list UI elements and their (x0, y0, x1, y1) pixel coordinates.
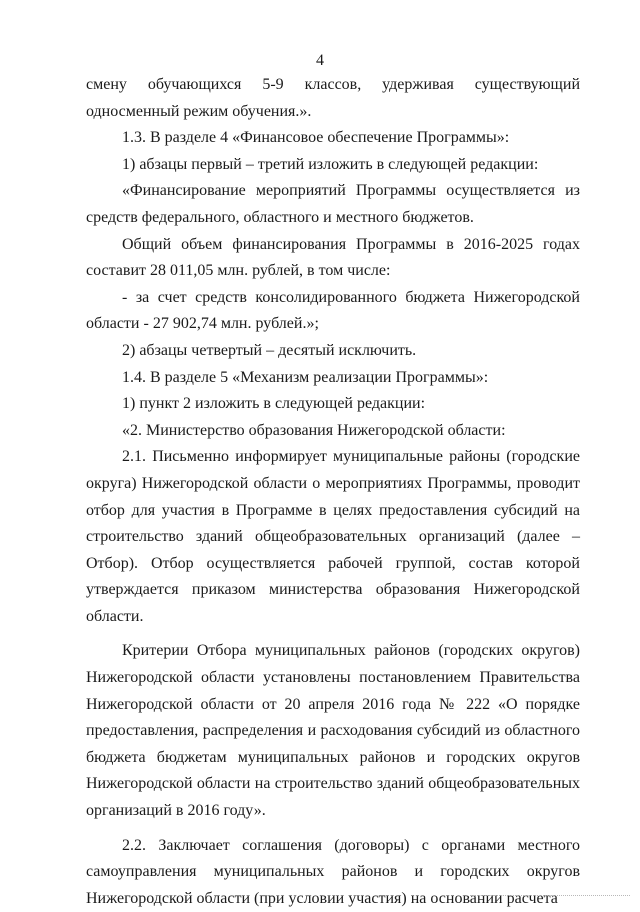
paragraph-continuation: смену обучающихся 5-9 классов, удерживая существующий односменный режим обучения.». (86, 76, 580, 120)
paragraph-section-1-3: 1.3. В разделе 4 «Финансовое обеспечение Программы»: (122, 129, 510, 147)
paragraph-point-2: 1) пункт 2 изложить в следующей редакции: (122, 395, 426, 413)
page-number: 4 (316, 52, 324, 69)
paragraph-item-2: 2) абзацы четвертый – десятый исключить. (122, 341, 417, 359)
paragraph-criteria: Критерии Отбора муниципальных районов (городских округов) Нижегородской области установлены постановлением Правительства Нижегородской области от 20 апреля 2016 года № 222 «О порядке предоставления, распределения и расходования субсидий из областного бюджета бюджетам муниципальных районов и городских округов Нижегородской области на строительство зданий общеобразовательных организаций в 2016 году». (86, 642, 580, 820)
paragraph-item-1: 1) абзацы первый – третий изложить в следующей редакции: (122, 155, 539, 173)
paragraph-financing: «Финансирование мероприятий Программы осуществляется из средств федерального, областного и местного бюджетов. (86, 182, 580, 226)
paragraph-2-2: 2.2. Заключает соглашения (договоры) с органами местного самоуправления муниципальных районов и городских округов Нижегородской области (при условии участия) на основании расчета (86, 836, 580, 907)
paragraph-2-1: 2.1. Письменно информирует муниципальные районы (городские округа) Нижегородской области о мероприятиях Программы, проводит отбор для участия в Программе в целях предоставления субсидий на строительство зданий общеобразовательных организаций (далее – Отбор). Отбор осуществляется рабочей группой, состав которой утверждается приказом министерства образования Нижегородской области. (86, 448, 580, 625)
paragraph-total-volume: Общий объем финансирования Программы в 2016-2025 годах составит 28 011,05 млн. рублей, в том числе: (86, 235, 580, 280)
paragraph-section-1-4: 1.4. В разделе 5 «Механизм реализации Программы»: (122, 368, 489, 386)
paragraph-consolidated-budget: - за счет средств консолидированного бюджета Нижегородской области - 27 902,74 млн. рублей.»; (86, 288, 580, 333)
paragraph-ministry: «2. Министерство образования Нижегородской области: (122, 421, 506, 439)
scan-edge-marks (470, 895, 630, 899)
document-body (86, 72, 580, 912)
